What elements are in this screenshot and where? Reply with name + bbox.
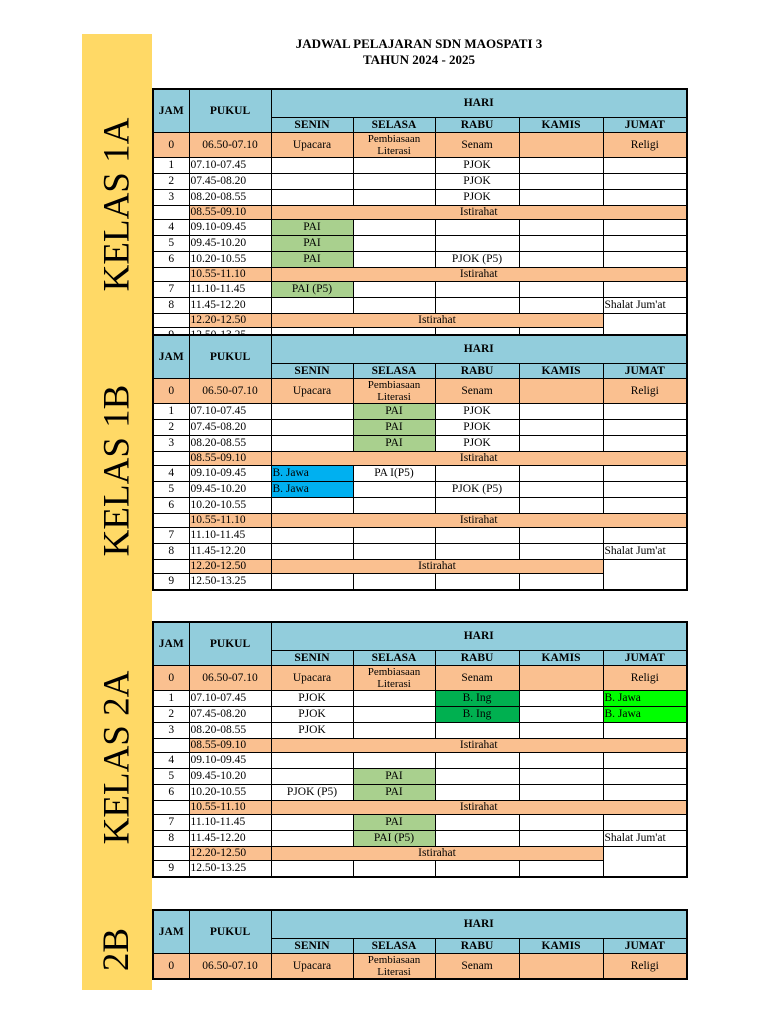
class-label-kelas-2a	[82, 621, 152, 894]
period-time: 08.20-08.55	[189, 723, 271, 739]
subject-cell: PAI	[271, 220, 353, 236]
subject-cell	[519, 158, 603, 174]
period-time: 11.10-11.45	[189, 528, 271, 544]
header-hari: HARI	[271, 910, 687, 939]
subject-cell	[435, 753, 519, 769]
header-hari: HARI	[271, 622, 687, 651]
schedule-table	[152, 909, 688, 980]
period-time: 07.10-07.45	[189, 158, 271, 174]
subject-cell: PJOK (P5)	[271, 785, 353, 801]
period-time: 07.10-07.45	[189, 691, 271, 707]
header-day-senin: SENIN	[271, 118, 353, 133]
subject-cell	[435, 498, 519, 514]
break-time: 12.20-12.50	[189, 560, 271, 574]
subject-cell	[519, 436, 603, 452]
period-time: 11.45-12.20	[189, 298, 271, 314]
subject-cell	[519, 707, 603, 723]
subject-cell	[435, 723, 519, 739]
subject-cell	[353, 158, 435, 174]
header-day-kamis: KAMIS	[519, 939, 603, 954]
subject-cell	[519, 220, 603, 236]
break-row-no	[153, 452, 189, 466]
period-time: 10.20-10.55	[189, 252, 271, 268]
class-label-text: KELAS 2A	[96, 670, 138, 845]
subject-cell: Religi	[603, 133, 687, 158]
period-number: 2	[153, 174, 189, 190]
subject-cell	[603, 815, 687, 831]
subject-cell	[519, 544, 603, 560]
header-pukul: PUKUL	[189, 335, 271, 379]
subject-cell: Religi	[603, 954, 687, 980]
period-time: 12.50-13.25	[189, 574, 271, 591]
subject-cell: Senam	[435, 133, 519, 158]
period-number: 5	[153, 482, 189, 498]
period-number: 0	[153, 666, 189, 691]
header-day-rabu: RABU	[435, 364, 519, 379]
subject-cell: PJOK	[271, 723, 353, 739]
period-time: 09.45-10.20	[189, 236, 271, 252]
subject-cell	[435, 861, 519, 878]
period-time: 08.20-08.55	[189, 436, 271, 452]
subject-cell: Religi	[603, 666, 687, 691]
schedule-table	[152, 621, 688, 878]
period-number: 2	[153, 420, 189, 436]
break-time: 08.55-09.10	[189, 452, 271, 466]
break-label: Istirahat	[271, 206, 687, 220]
break-time: 08.55-09.10	[189, 739, 271, 753]
period-number: 3	[153, 436, 189, 452]
period-time: 11.45-12.20	[189, 831, 271, 847]
subject-cell	[353, 861, 435, 878]
header-day-senin: SENIN	[271, 939, 353, 954]
subject-cell: Senam	[435, 954, 519, 980]
period-time: 12.50-13.25	[189, 861, 271, 878]
header-jam: JAM	[153, 622, 189, 666]
period-number: 1	[153, 404, 189, 420]
period-time: 07.45-08.20	[189, 420, 271, 436]
subject-cell	[271, 404, 353, 420]
period-number: 5	[153, 236, 189, 252]
subject-cell: B. Jawa	[603, 691, 687, 707]
subject-cell	[519, 723, 603, 739]
period-time: 06.50-07.10	[189, 666, 271, 691]
subject-cell	[271, 831, 353, 847]
subject-cell	[519, 815, 603, 831]
subject-cell	[353, 298, 435, 314]
period-time: 11.45-12.20	[189, 544, 271, 560]
subject-cell	[519, 753, 603, 769]
subject-cell: PJOK	[435, 436, 519, 452]
subject-cell	[271, 174, 353, 190]
subject-cell: Upacara	[271, 666, 353, 691]
subject-cell	[353, 707, 435, 723]
header-day-kamis: KAMIS	[519, 118, 603, 133]
subject-cell	[519, 482, 603, 498]
subject-cell	[603, 769, 687, 785]
header-day-kamis: KAMIS	[519, 364, 603, 379]
subject-cell: PAI	[271, 252, 353, 268]
subject-cell: PJOK	[435, 404, 519, 420]
subject-cell	[603, 420, 687, 436]
period-number: 0	[153, 133, 189, 158]
header-day-rabu: RABU	[435, 939, 519, 954]
header-day-jumat: JUMAT	[603, 939, 687, 954]
subject-cell: Shalat Jum'at	[603, 298, 687, 314]
period-time: 09.10-09.45	[189, 753, 271, 769]
header-pukul: PUKUL	[189, 910, 271, 954]
header-pukul: PUKUL	[189, 89, 271, 133]
header-day-selasa: SELASA	[353, 118, 435, 133]
subject-cell	[519, 252, 603, 268]
period-time: 07.45-08.20	[189, 707, 271, 723]
subject-cell: B. Ing	[435, 691, 519, 707]
subject-cell	[519, 785, 603, 801]
subject-cell	[519, 831, 603, 847]
subject-cell	[271, 861, 353, 878]
subject-cell	[353, 236, 435, 252]
period-number: 6	[153, 498, 189, 514]
subject-cell: PAI	[271, 236, 353, 252]
header-day-selasa: SELASA	[353, 364, 435, 379]
period-number: 3	[153, 190, 189, 206]
subject-cell: PAI	[353, 815, 435, 831]
class-label-text: KELAS 1A	[96, 117, 138, 291]
break-time: 12.20-12.50	[189, 314, 271, 328]
subject-cell	[271, 158, 353, 174]
class-label-text: KELAS 1B	[96, 384, 138, 557]
period-time: 07.45-08.20	[189, 174, 271, 190]
header-day-senin: SENIN	[271, 364, 353, 379]
header-day-rabu: RABU	[435, 118, 519, 133]
period-number: 5	[153, 769, 189, 785]
table-cell	[603, 847, 687, 878]
period-number: 4	[153, 220, 189, 236]
period-number: 9	[153, 861, 189, 878]
subject-cell	[353, 691, 435, 707]
subject-cell	[271, 528, 353, 544]
period-number: 3	[153, 723, 189, 739]
subject-cell	[353, 190, 435, 206]
subject-cell	[603, 528, 687, 544]
header-day-senin: SENIN	[271, 651, 353, 666]
subject-cell	[435, 282, 519, 298]
period-time: 09.10-09.45	[189, 466, 271, 482]
period-time: 08.20-08.55	[189, 190, 271, 206]
break-row-no	[153, 268, 189, 282]
subject-cell: PJOK	[435, 174, 519, 190]
subject-cell	[271, 753, 353, 769]
header-day-jumat: JUMAT	[603, 118, 687, 133]
subject-cell	[271, 298, 353, 314]
subject-cell: PJOK (P5)	[435, 252, 519, 268]
header-day-selasa: SELASA	[353, 651, 435, 666]
subject-cell	[519, 298, 603, 314]
subject-cell	[519, 174, 603, 190]
subject-cell	[271, 815, 353, 831]
period-number: 1	[153, 158, 189, 174]
break-label: Istirahat	[271, 314, 603, 328]
break-time: 08.55-09.10	[189, 206, 271, 220]
subject-cell	[435, 574, 519, 591]
subject-cell: B. Ing	[435, 707, 519, 723]
period-time: 10.20-10.55	[189, 498, 271, 514]
subject-cell: PAI (P5)	[271, 282, 353, 298]
subject-cell	[603, 785, 687, 801]
period-time: 09.45-10.20	[189, 769, 271, 785]
subject-cell	[435, 785, 519, 801]
subject-cell: Pembiasaan Literasi	[353, 133, 435, 158]
period-number: 1	[153, 691, 189, 707]
break-label: Istirahat	[271, 801, 687, 815]
subject-cell	[603, 190, 687, 206]
subject-cell: PAI	[353, 769, 435, 785]
break-label: Istirahat	[271, 514, 687, 528]
subject-cell: B. Jawa	[603, 707, 687, 723]
subject-cell	[603, 282, 687, 298]
period-number: 6	[153, 252, 189, 268]
period-time: 06.50-07.10	[189, 954, 271, 980]
period-time: 11.10-11.45	[189, 815, 271, 831]
title-line-2: TAHUN 2024 - 2025	[362, 52, 476, 67]
subject-cell	[519, 282, 603, 298]
header-jam: JAM	[153, 89, 189, 133]
period-number: 6	[153, 785, 189, 801]
subject-cell: PAI (P5)	[353, 831, 435, 847]
subject-cell: Senam	[435, 379, 519, 404]
period-number: 0	[153, 379, 189, 404]
subject-cell	[603, 753, 687, 769]
period-time: 06.50-07.10	[189, 379, 271, 404]
period-number: 4	[153, 466, 189, 482]
subject-cell	[271, 574, 353, 591]
subject-cell: Upacara	[271, 379, 353, 404]
period-time: 09.45-10.20	[189, 482, 271, 498]
subject-cell	[519, 190, 603, 206]
subject-cell	[353, 174, 435, 190]
period-number: 8	[153, 544, 189, 560]
subject-cell	[271, 544, 353, 560]
subject-cell	[435, 298, 519, 314]
period-number: 2	[153, 707, 189, 723]
break-row-no	[153, 801, 189, 815]
subject-cell	[353, 482, 435, 498]
subject-cell: Shalat Jum'at	[603, 831, 687, 847]
subject-cell	[435, 815, 519, 831]
subject-cell	[519, 528, 603, 544]
subject-cell: Pembiasaan Literasi	[353, 954, 435, 980]
break-time: 10.55-11.10	[189, 514, 271, 528]
break-label: Istirahat	[271, 847, 603, 861]
period-number: 8	[153, 298, 189, 314]
subject-cell	[519, 691, 603, 707]
subject-cell: PAI	[353, 436, 435, 452]
break-time: 12.20-12.50	[189, 847, 271, 861]
break-label: Istirahat	[271, 560, 603, 574]
subject-cell	[353, 723, 435, 739]
subject-cell	[435, 236, 519, 252]
header-hari: HARI	[271, 89, 687, 118]
subject-cell: PAI	[353, 404, 435, 420]
subject-cell: PAI	[353, 785, 435, 801]
subject-cell	[519, 861, 603, 878]
subject-cell	[603, 482, 687, 498]
subject-cell	[353, 544, 435, 560]
subject-cell	[435, 544, 519, 560]
subject-cell: B. Jawa	[271, 466, 353, 482]
subject-cell	[435, 220, 519, 236]
break-label: Istirahat	[271, 739, 687, 753]
subject-cell: PJOK	[435, 158, 519, 174]
subject-cell	[603, 236, 687, 252]
break-row-no	[153, 314, 189, 328]
subject-cell	[519, 954, 603, 980]
period-time: 10.20-10.55	[189, 785, 271, 801]
subject-cell	[519, 404, 603, 420]
header-jam: JAM	[153, 335, 189, 379]
subject-cell: PJOK	[435, 190, 519, 206]
period-number: 9	[153, 574, 189, 591]
period-number: 8	[153, 831, 189, 847]
class-label-text: 2B	[96, 927, 138, 972]
period-number: 7	[153, 528, 189, 544]
subject-cell	[271, 420, 353, 436]
break-label: Istirahat	[271, 268, 687, 282]
header-pukul: PUKUL	[189, 622, 271, 666]
header-day-jumat: JUMAT	[603, 364, 687, 379]
subject-cell	[519, 574, 603, 591]
subject-cell	[519, 133, 603, 158]
break-row-no	[153, 739, 189, 753]
header-day-selasa: SELASA	[353, 939, 435, 954]
break-row-no	[153, 847, 189, 861]
break-time: 10.55-11.10	[189, 268, 271, 282]
subject-cell	[519, 466, 603, 482]
subject-cell	[519, 769, 603, 785]
subject-cell	[353, 498, 435, 514]
subject-cell	[435, 769, 519, 785]
subject-cell: PJOK	[271, 691, 353, 707]
subject-cell	[271, 498, 353, 514]
header-jam: JAM	[153, 910, 189, 954]
subject-cell	[603, 404, 687, 420]
header-day-jumat: JUMAT	[603, 651, 687, 666]
subject-cell	[519, 498, 603, 514]
period-time: 07.10-07.45	[189, 404, 271, 420]
subject-cell	[353, 220, 435, 236]
subject-cell	[519, 420, 603, 436]
document-title	[152, 36, 686, 68]
subject-cell	[519, 236, 603, 252]
subject-cell: Shalat Jum'at	[603, 544, 687, 560]
subject-cell	[353, 282, 435, 298]
class-label-kelas-2b	[82, 909, 152, 990]
break-row-no	[153, 206, 189, 220]
subject-cell: PJOK (P5)	[435, 482, 519, 498]
break-label: Istirahat	[271, 452, 687, 466]
break-row-no	[153, 560, 189, 574]
subject-cell: PA I(P5)	[353, 466, 435, 482]
header-day-rabu: RABU	[435, 651, 519, 666]
table-cell	[603, 560, 687, 591]
subject-cell	[271, 190, 353, 206]
class-label-kelas-1a	[82, 88, 152, 320]
schedule-table	[152, 88, 688, 345]
schedule-table	[152, 334, 688, 591]
subject-cell	[435, 831, 519, 847]
subject-cell	[603, 158, 687, 174]
period-time: 06.50-07.10	[189, 133, 271, 158]
period-number: 4	[153, 753, 189, 769]
period-number: 0	[153, 954, 189, 980]
subject-cell	[603, 466, 687, 482]
class-label-kelas-1b	[82, 334, 152, 607]
subject-cell	[353, 753, 435, 769]
subject-cell: PJOK	[435, 420, 519, 436]
period-number: 7	[153, 815, 189, 831]
subject-cell	[603, 436, 687, 452]
break-row-no	[153, 514, 189, 528]
subject-cell	[353, 528, 435, 544]
subject-cell: Pembiasaan Literasi	[353, 666, 435, 691]
subject-cell	[519, 666, 603, 691]
title-line-1: JADWAL PELAJARAN SDN MAOSPATI 3	[295, 36, 543, 51]
period-number: 7	[153, 282, 189, 298]
period-time: 09.10-09.45	[189, 220, 271, 236]
subject-cell: Upacara	[271, 133, 353, 158]
subject-cell	[603, 220, 687, 236]
subject-cell: Religi	[603, 379, 687, 404]
header-day-kamis: KAMIS	[519, 651, 603, 666]
subject-cell	[271, 769, 353, 785]
subject-cell	[435, 528, 519, 544]
subject-cell	[603, 174, 687, 190]
subject-cell	[353, 574, 435, 591]
subject-cell: PJOK	[271, 707, 353, 723]
subject-cell	[603, 498, 687, 514]
subject-cell	[519, 379, 603, 404]
subject-cell	[271, 436, 353, 452]
subject-cell: PAI	[353, 420, 435, 436]
subject-cell	[435, 466, 519, 482]
subject-cell	[353, 252, 435, 268]
subject-cell: Upacara	[271, 954, 353, 980]
header-hari: HARI	[271, 335, 687, 364]
subject-cell: Pembiasaan Literasi	[353, 379, 435, 404]
subject-cell	[603, 723, 687, 739]
subject-cell	[603, 252, 687, 268]
period-time: 11.10-11.45	[189, 282, 271, 298]
subject-cell: Senam	[435, 666, 519, 691]
break-time: 10.55-11.10	[189, 801, 271, 815]
subject-cell: B. Jawa	[271, 482, 353, 498]
